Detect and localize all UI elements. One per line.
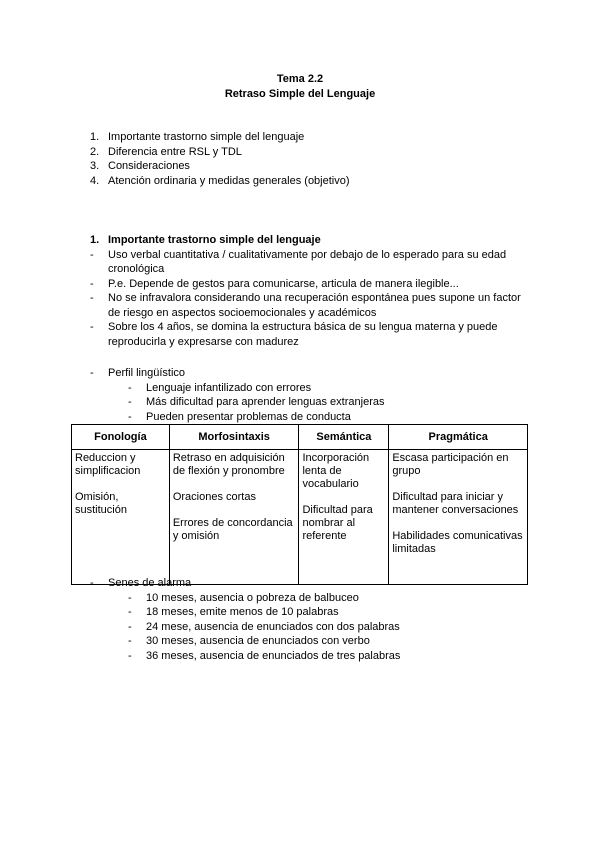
toc-item: 2. Diferencia entre RSL y TDL [90,145,242,158]
bullet-item: - No se infravalora considerando una recuperación espontánea pues supone un factor de riesgo en aspectos socioemocionales y académicos [90,292,521,319]
table-header-row [72,425,528,450]
bullet-item: - Uso verbal cuantitativa / cualitativamente por debajo de lo esperado para su edad cronológica [90,248,507,275]
sub-item: - Lenguaje infantilizado con errores [128,381,312,394]
section-heading: 1. Importante trastorno simple del lenguaje [90,234,321,246]
sub-item: - 30 meses, ausencia de enunciados con verbo [128,635,370,647]
table-row [72,450,528,585]
sub-list [128,381,530,425]
toc-item: 4. Atención ordinaria y medidas generales (objetivo) [90,174,350,187]
sub-item: - 18 meses, emite menos de 10 palabras [128,606,339,618]
table-cell-pragmatica: Escasa participación en grupo Dificultad para iniciar y mantener conversaciones Habilidades comunicativas limitadas [389,450,528,585]
sub-item: - 24 mese, ausencia de enunciados con dos palabras [128,620,400,633]
bullet-item: - Sobre los 4 años, se domina la estructura básica de su lengua materna y puede reproducirla y expresarse con madurez [90,321,498,348]
toc-item: 1. Importante trastorno simple del lenguaje [90,131,305,143]
bullet-item: - Senes de alarma [90,577,192,589]
table-of-contents [90,130,530,188]
senales-de-alarma [90,576,530,663]
sub-item: - 10 meses, ausencia o pobreza de balbuceo [128,591,359,604]
topic-number: Tema 2.2 [276,73,324,85]
sub-item: - 36 meses, ausencia de enunciados de tres palabras [128,649,401,662]
sub-list [128,591,530,664]
column-header: Pragmática [389,425,528,450]
sub-item: - Pueden presentar problemas de conducta [128,410,351,423]
bullet-item: - Perfil lingüístico [90,367,186,379]
bullet-item: - P.e. Depende de gestos para comunicarse, articula de manera ilegible... [90,277,459,290]
column-header: Morfosintaxis [169,425,299,450]
table-cell-fonologia: Reduccion y simplificacion Omisión, sustitución [72,450,170,585]
toc-item: 3. Consideraciones [90,160,190,172]
column-header: Fonología [72,425,170,450]
table-cell-semantica: Incorporación lenta de vocabulario Dificultad para nombrar al referente [299,450,389,585]
title-block [0,72,600,101]
table-cell-morfosintaxis: Retraso en adquisición de flexión y pronombre Oraciones cortas Errores de concordancia y omisión [169,450,299,585]
section-1 [90,233,530,349]
perfil-linguistico [90,366,530,424]
page-title: Retraso Simple del Lenguaje [224,87,376,100]
language-profile-table [71,424,528,585]
sub-item: - Más dificultad para aprender lenguas extranjeras [128,396,385,408]
column-header: Semántica [299,425,389,450]
